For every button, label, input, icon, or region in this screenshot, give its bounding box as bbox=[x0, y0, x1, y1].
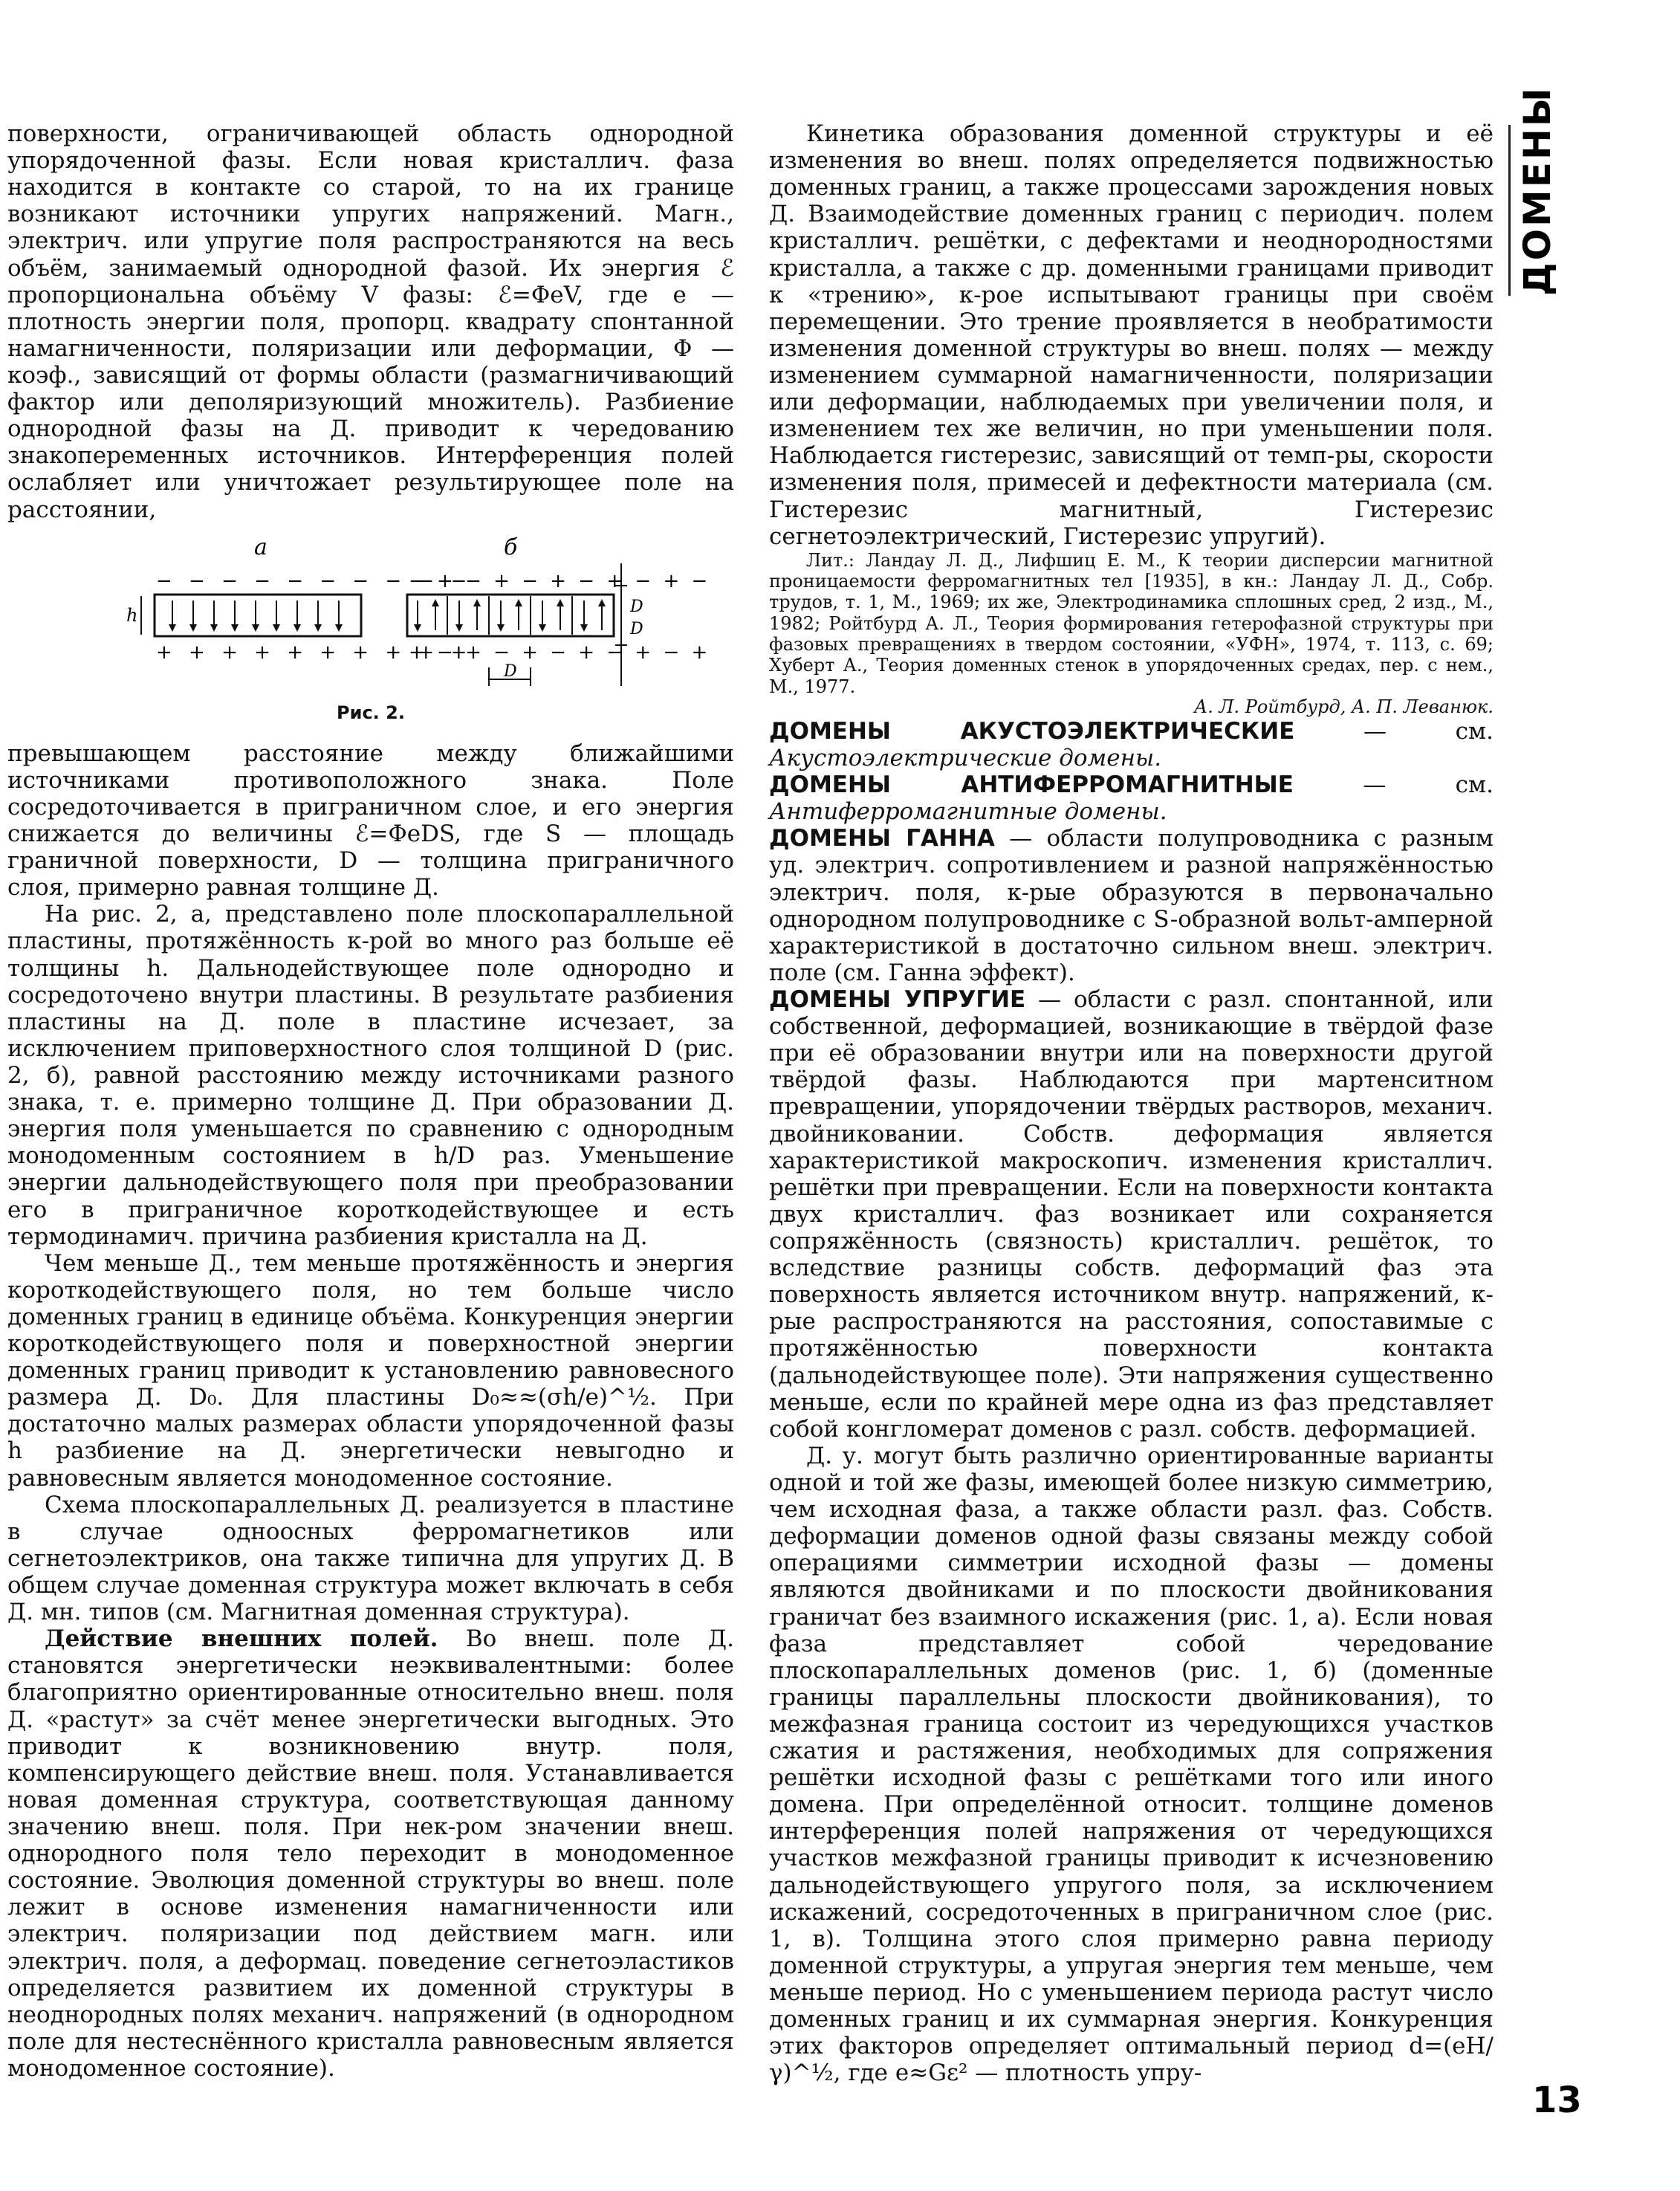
section-heading: Действие внешних полей. bbox=[45, 1625, 438, 1653]
svg-text:+ − + − + − + − + − +: + − + − + − + − + − + bbox=[409, 641, 711, 664]
label-a: а bbox=[254, 534, 267, 560]
figure-caption: Рис. 2. bbox=[337, 702, 405, 723]
plate-b bbox=[407, 563, 710, 686]
entry-gunn: ДОМЕНЫ ГАННА — области полупроводника с разным уд. электрич. сопротивлением и разной напряжённостью электрич. поля, к-рые образуются в первоначально однородном полупроводнике с S-образной вольт-амперной характеристикой в достаточно сильном внеш. электрич. поле (см. Ганна эффект). bbox=[769, 825, 1493, 986]
label-d-top: D bbox=[630, 597, 643, 616]
left-column bbox=[7, 120, 734, 2082]
paragraph-6: Действие внешних полей. Во внеш. поле Д. становятся энергетически неэквивалентными: более благоприятно ориентированные относительно внеш. поля Д. «растут» за счёт менее энергетически выгодных. Это приводит к возникновению внутр. поля, компенсирующего действие внеш. поля. Устанавливается новая доменная структура, соответствующая данному значению внеш. поля. При нек-ром значении внеш. однородного поля тело переходит в монодоменное состояние. Эволюция доменной структуры во внеш. поле лежит в основе изменения намагниченности или электрич. поляризации под действием магн. или электрич. поля, а деформац. поведение сегнетоэластиков определяется развитием их доменной структуры в неоднородных полях механич. напряжений (в однородном поле для нестеснённого кристалла равновесным является монодоменное состояние). bbox=[7, 1625, 734, 2082]
paragraph-1: поверхности, ограничивающей область однородной упорядоченной фазы. Если новая кристаллич. фаза находится в контакте со старой, то на их границе возникают источники упругих напряжений. Магн., электрич. или упругие поля распространяются на весь объём, занимаемый однородной фазой. Их энергия ℰ пропорциональна объёму V фазы: ℰ=ΦeV, где e — плотность энергии поля, пропорц. квадрату спонтанной намагниченности, поляризации или деформации, Φ — коэф., зависящий от формы области (размагничивающий фактор или деполяризующий множитель). Разбиение однородной фазы на Д. приводит к чередованию знакопеременных источников. Интерференция полей ослабляет или уничтожает результирующее поле на расстоянии, bbox=[7, 120, 734, 523]
paragraph-elastic-2: Д. у. могут быть различно ориентированные варианты одной и той же фазы, имеющей более низкую симметрию, чем исходная фаза, а также области разл. фаз. Собств. деформации доменов одной фазы связаны между собой операциями симметрии исходной фазы — домены являются двойниками и по плоскости двойникования граничат без взаимного искажения (рис. 1, а). Если новая фаза представляет собой чередование плоскопараллельных доменов (рис. 1, б) (доменные границы параллельны плоскости двойникования), то межфазная граница состоит из чередующихся участков сжатия и растяжения, необходимых для сопряжения решётки исходной фазы с решётками того или иного домена. При определённой относит. толщине доменов интерференция полей напряжения от чередующихся участков межфазной границы приводит к исчезновению дальнодействующего упругого поля, за исключением искажений, сосредоточенных в приграничном слое (рис. 1, в). Толщина этого слоя примерно равна периоду доменной структуры, а упругая энергия тем меньше, чем меньше период. Но с уменьшением периода растут число доменных границ и их суммарная энергия. Конкуренция этих факторов определяет оптимальный период d=(eH/γ)^½, где e≈Gε² — плотность упру- bbox=[769, 1442, 1493, 2087]
label-d-bottom: D bbox=[630, 619, 643, 638]
paragraph-2: превышающем расстояние между ближайшими источниками противоположного знака. Поле сосредоточивается в приграничном слое, и его энергия снижается до величины ℰ=ΦeDS, где S — площадь граничной поверхности, D — толщина приграничного слоя, примерно равная толщине Д. bbox=[7, 739, 734, 902]
running-head-rule bbox=[1508, 125, 1511, 296]
paragraph-4: Чем меньше Д., тем меньше протяжённость и энергия короткодействующего поля, но тем больше число доменных границ в единице объёма. Конкуренция энергии короткодействующего поля и поверхностной энергии доменных границ приводит к установлению равновесного размера Д. D₀. Для пластины D₀≈≈(σh/e)^½. При достаточно малых размерах области упорядоченной фазы h разбиение на Д. энергетически невыгодно и равновесным является монодоменное состояние. bbox=[7, 1249, 734, 1492]
svg-text:h: h bbox=[126, 604, 138, 626]
entry-antiferro: ДОМЕНЫ АНТИФЕРРОМАГНИТНЫЕ — см. Антиферромагнитные домены. bbox=[769, 771, 1493, 826]
right-column bbox=[769, 120, 1493, 2086]
paragraph-5: Схема плоскопараллельных Д. реализуется в пластине в случае одноосных ферромагнетиков или сегнетоэлектриков, она также типична для упругих Д. В общем случае доменная структура может включать в себя Д. мн. типов (см. Магнитная доменная структура). bbox=[7, 1491, 734, 1626]
label-d-width: D bbox=[504, 661, 517, 681]
paragraph-3: На рис. 2, а, представлено поле плоскопараллельной пластины, протяжённость к-рой во много раз больше её толщины h. Дальнодействующее поле однородно и сосредоточено внутри пластины. В результате разбиения пластины на Д. поле в пластине исчезает, за исключением приповерхностного слоя толщиной D (рис. 2, б), равной расстоянию между источниками разного знака, т. е. примерно толщине Д. При образовании Д. энергия поля уменьшается по сравнению с однородным монодоменным состоянием в h/D раз. Уменьшение энергии дальнодействующего поля при преобразовании его в приграничное короткодействующее и есть термодинамич. причина разбиения кристалла на Д. bbox=[7, 901, 734, 1250]
literature: Лит.: Ландау Л. Д., Лифшиц Е. М., К теории дисперсии магнитной проницаемости ферромагнитных тел [1935], в кн.: Ландау Л. Д., Собр. трудов, т. 1, М., 1969; их же, Электродинамика сплошных сред, 2 изд., М., 1982; Ройтбурд А. Л., Теория формирования гетерофазной структуры при фазовых превращениях в твердом состоянии, «УФН», 1974, т. 113, с. 69; Хуберт А., Теория доменных стенок в упорядоченных средах, пер. с нем., М., 1977. bbox=[769, 549, 1493, 697]
figure-2 bbox=[7, 534, 734, 727]
paragraph-kinetics: Кинетика образования доменной структуры и её изменения во внеш. полях определяется подвижностью доменных границ, а также процессами зарождения новых Д. Взаимодействие доменных границ с периодич. полем кристаллич. решётки, с дефектами и неоднородностями кристалла, а также с др. доменными границами приводит к «трению», к-рое испытывают границы при своём перемещении. Это трение проявляется в необратимости изменения доменной структуры во внеш. полях — между изменением суммарной намагниченности, поляризации или деформации, наблюдаемых при увеличении поля, и изменением тех же величин, но при уменьшении поля. Наблюдается гистерезис, зависящий от темп-ры, скорости изменения поля, примесей и дефектности материала (см. Гистерезис магнитный, Гистерезис сегнетоэлектрический, Гистерезис упругий). bbox=[769, 120, 1493, 550]
svg-text:− + − + − + − + − + −: − + − + − + − + − + − bbox=[409, 569, 711, 592]
page-number: 13 bbox=[1532, 2080, 1582, 2121]
entry-acousto: ДОМЕНЫ АКУСТОЭЛЕКТРИЧЕСКИЕ — см. Акустоэлектрические домены. bbox=[769, 717, 1493, 771]
running-head: ДОМЕНЫ bbox=[1516, 85, 1559, 296]
entry-elastic: ДОМЕНЫ УПРУГИЕ — области с разл. спонтанной, или собственной, деформацией, возникающие в твёрдой фазе при её образовании внутри или на поверхности другой твёрдой фазы. Наблюдаются при мартенситном превращении, упорядочении твёрдых растворов, механич. двойниковании. Собств. деформация является характеристикой макроскопич. изменения кристаллич. решётки при превращении. Если на поверхности контакта двух кристаллич. фаз возникает или сохраняется сопряжённость (связность) кристаллич. решёток, то вследствие разницы собств. деформаций фаз эта поверхность является источником внутр. напряжений, к-рые распространяются на расстояния, сопоставимые с протяжённостью поверхности контакта (дальнодействующее поле). Эти напряжения существенно меньше, если по крайней мере одна из фаз представляет собой конгломерат доменов с разл. собств. деформацией. bbox=[769, 986, 1493, 1443]
svg-text:− − − − − − − − − −: − − − − − − − − − − bbox=[156, 569, 473, 592]
svg-text:+ + + + + + + + + +: + + + + + + + + + + bbox=[156, 641, 473, 664]
label-b: б bbox=[504, 534, 518, 560]
domain-diagram bbox=[7, 534, 734, 697]
authors: А. Л. Ройтбурд, А. П. Леванюк. bbox=[1194, 696, 1493, 717]
